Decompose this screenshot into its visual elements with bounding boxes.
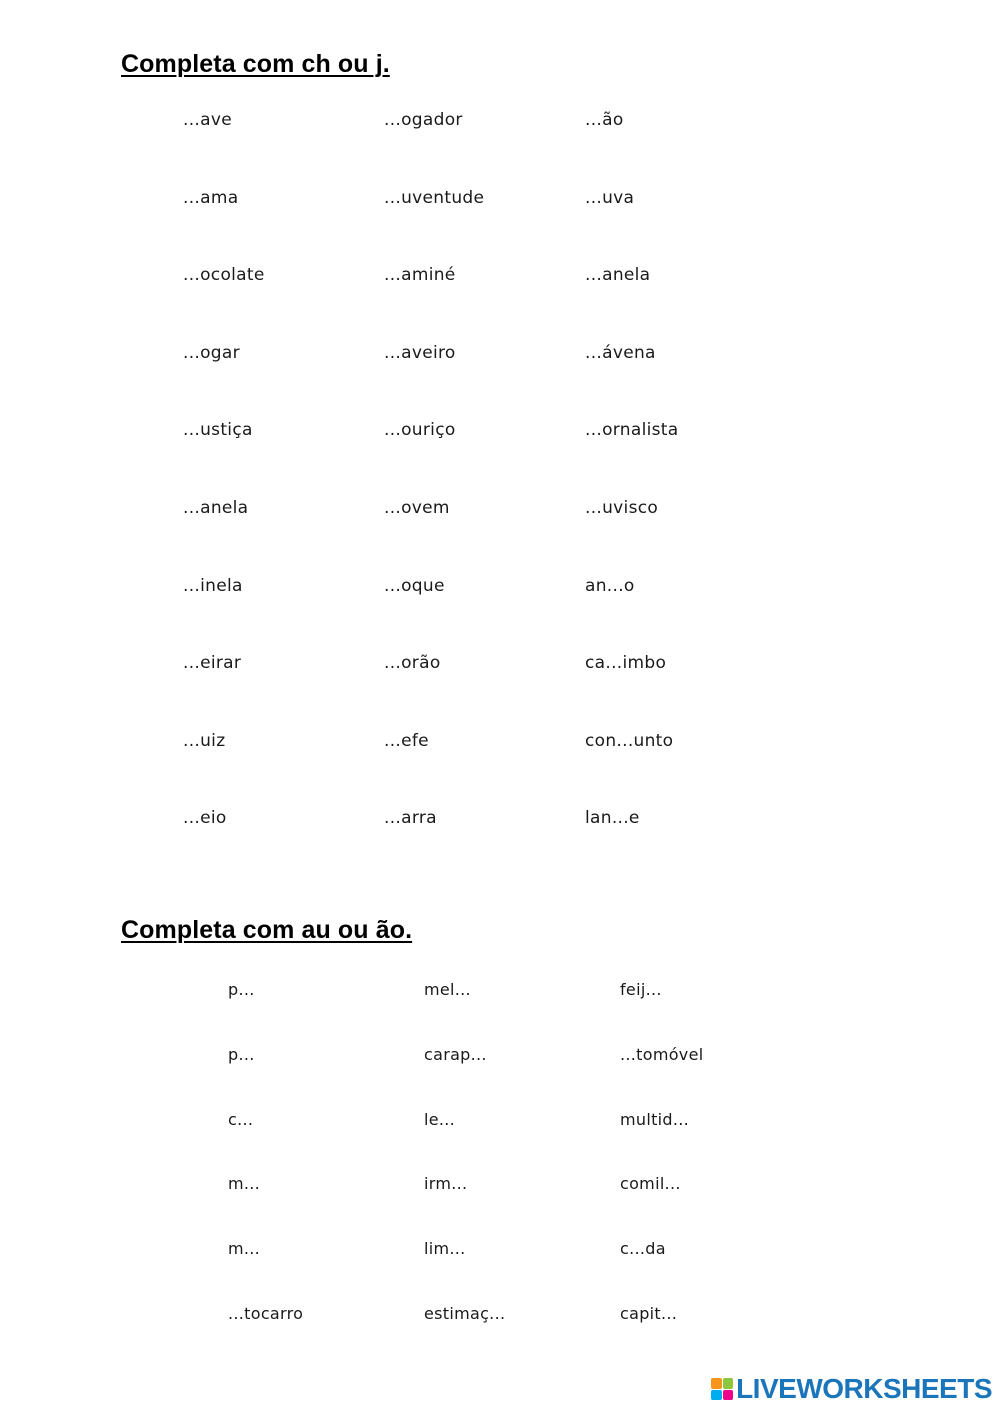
ch-j-word-r7-c3: an...o — [585, 575, 635, 596]
ch-j-word-r10-c2: ...arra — [384, 808, 437, 829]
ch-j-word-r1-c1: ...ave — [183, 110, 232, 130]
word-grid-au-ao — [228, 980, 816, 1369]
word-grid-ch-j — [183, 110, 785, 886]
ch-j-word-r5-c2: ...ouriço — [384, 420, 456, 441]
au-ao-word-r2-c3: ...tomóvel — [620, 1044, 704, 1064]
ch-j-word-r5-c3: ...ornalista — [585, 420, 679, 441]
au-ao-word-r6-c2: estimaç... — [424, 1303, 506, 1323]
au-ao-word-r3-c3: multid... — [620, 1109, 690, 1129]
section-title-ch-j: Completa com ch ou j. — [121, 50, 390, 78]
au-ao-word-r2-c2: carap... — [424, 1044, 487, 1064]
ch-j-word-r9-c3: con...unto — [585, 730, 674, 751]
au-ao-word-r4-c3: comil... — [620, 1174, 681, 1194]
au-ao-word-r1-c2: mel... — [424, 980, 471, 999]
au-ao-word-r1-c1: p... — [228, 980, 255, 999]
ch-j-word-r1-c3: ...ão — [585, 110, 624, 130]
ch-j-word-r3-c2: ...aminé — [384, 265, 456, 286]
ch-j-word-r8-c2: ...orão — [384, 653, 441, 674]
au-ao-word-r6-c3: capit... — [620, 1303, 678, 1323]
ch-j-word-r1-c2: ...ogador — [384, 110, 463, 130]
ch-j-word-r3-c1: ...ocolate — [183, 265, 265, 286]
ch-j-word-r3-c3: ...anela — [585, 265, 651, 286]
logo-square-1 — [711, 1378, 722, 1389]
ch-j-word-r8-c1: ...eirar — [183, 653, 242, 674]
ch-j-word-r7-c2: ...oque — [384, 575, 445, 596]
au-ao-word-r5-c2: lim... — [424, 1239, 466, 1259]
au-ao-word-r4-c2: irm... — [424, 1174, 468, 1194]
ch-j-word-r2-c2: ...uventude — [384, 187, 485, 208]
ch-j-word-r6-c1: ...anela — [183, 497, 249, 518]
ch-j-word-r7-c1: ...inela — [183, 575, 243, 596]
ch-j-word-r9-c2: ...efe — [384, 730, 429, 751]
au-ao-word-r5-c1: m... — [228, 1239, 261, 1259]
ch-j-word-r10-c1: ...eio — [183, 808, 227, 829]
ch-j-word-r6-c2: ...ovem — [384, 497, 450, 518]
section-title-au-ao: Completa com au ou ão. — [121, 916, 413, 944]
ch-j-word-r2-c1: ...ama — [183, 187, 239, 208]
ch-j-word-r4-c2: ...aveiro — [384, 342, 456, 363]
ch-j-word-r4-c3: ...ávena — [585, 342, 656, 363]
au-ao-word-r5-c3: c...da — [620, 1239, 666, 1259]
ch-j-word-r8-c3: ca...imbo — [585, 653, 667, 674]
liveworksheets-logo — [711, 1373, 992, 1405]
au-ao-word-r3-c1: c... — [228, 1109, 254, 1129]
ch-j-word-r6-c3: ...uvisco — [585, 497, 659, 518]
au-ao-word-r6-c1: ...tocarro — [228, 1303, 304, 1323]
logo-square-2 — [723, 1378, 734, 1389]
logo-text: LIVEWORKSHEETS — [736, 1373, 992, 1404]
ch-j-word-r9-c1: ...uiz — [183, 730, 226, 751]
ch-j-word-r2-c3: ...uva — [585, 187, 635, 208]
logo-mark-icon — [711, 1378, 733, 1400]
au-ao-word-r1-c3: feij... — [620, 980, 662, 999]
au-ao-word-r3-c2: le... — [424, 1109, 456, 1129]
logo-square-4 — [723, 1390, 734, 1401]
ch-j-word-r4-c1: ...ogar — [183, 342, 240, 363]
ch-j-word-r10-c3: lan...e — [585, 808, 640, 829]
logo-square-3 — [711, 1390, 722, 1401]
ch-j-word-r5-c1: ...ustiça — [183, 420, 253, 441]
au-ao-word-r4-c1: m... — [228, 1174, 261, 1194]
au-ao-word-r2-c1: p... — [228, 1044, 255, 1064]
